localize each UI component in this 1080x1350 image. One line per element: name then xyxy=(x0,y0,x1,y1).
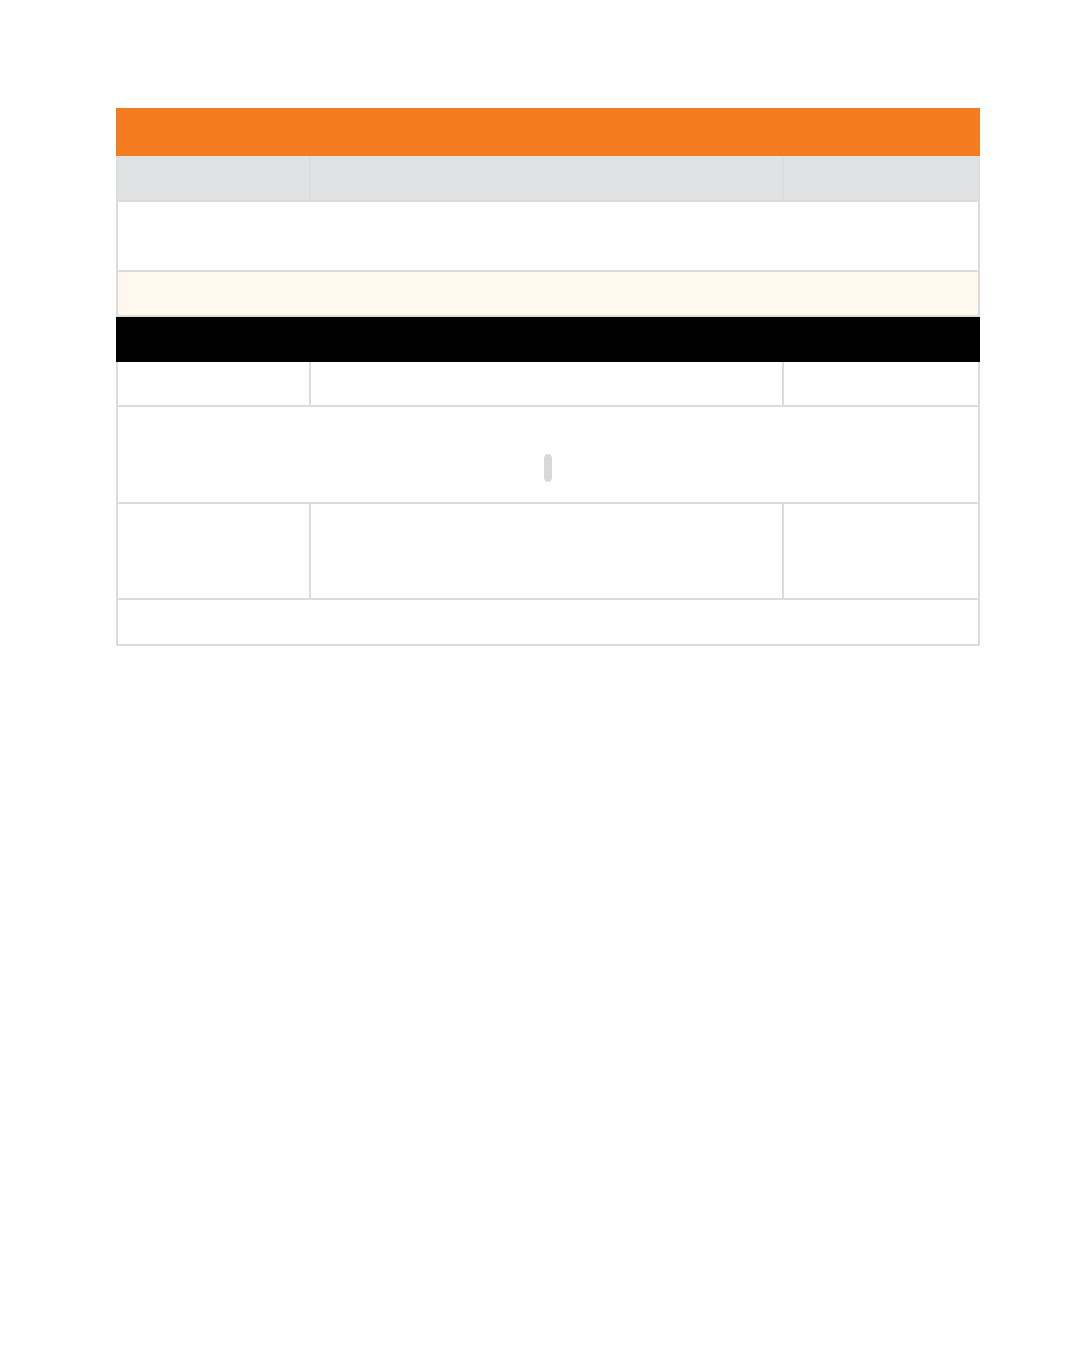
change-to-color-a xyxy=(117,271,979,316)
underline-note xyxy=(117,406,979,503)
change-to-color-e xyxy=(117,316,979,361)
row-total xyxy=(783,361,979,406)
header-rows xyxy=(117,155,310,201)
row-label xyxy=(117,361,310,406)
table-row xyxy=(117,503,979,599)
header-instructions xyxy=(310,155,783,201)
row-instructions xyxy=(310,361,783,406)
row-label xyxy=(117,503,310,599)
finish-instruction xyxy=(117,599,979,645)
row-instructions xyxy=(310,503,783,599)
bob-color-label xyxy=(544,454,552,482)
color-change-note xyxy=(117,201,979,271)
pattern-table xyxy=(116,108,980,646)
row-total xyxy=(783,503,979,599)
header-total xyxy=(783,155,979,201)
table-title xyxy=(117,109,979,155)
table-row xyxy=(117,361,979,406)
